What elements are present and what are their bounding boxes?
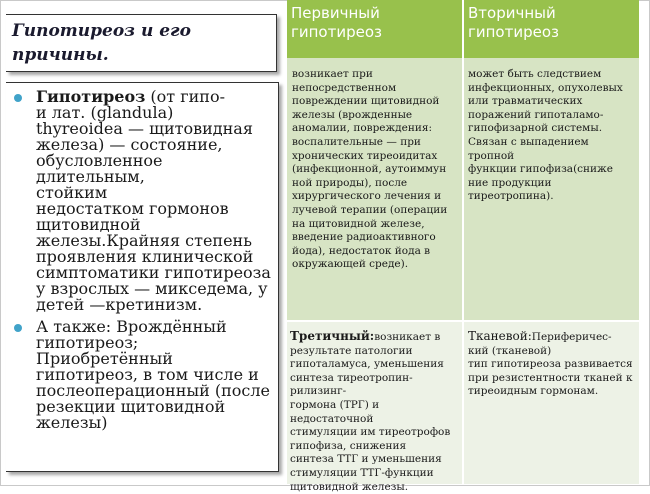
- definition-term: Гипотиреоз: [36, 87, 146, 106]
- tissue-body: Периферичес- кий (тканевой) тип гипотиреоза развивается при резистентности тканей к тиреоидным гормонам.: [468, 331, 633, 398]
- header-primary-label: Первичный гипотиреоз: [291, 4, 383, 41]
- title-box: [6, 14, 277, 72]
- types-text: А также: Врождённый гипотиреоз; Приобретённый гипотиреоз, в том числе и послеоперационный (после резекции щитовидной железы): [36, 317, 270, 432]
- bullet-icon: [14, 324, 22, 332]
- cell-tertiary: [290, 330, 460, 494]
- cell-primary: возникает при непосредственном повреждении щитовидной железы (врожденные аномалии, повреждения: воспалительные — при хронических тиреоидитах (инфекционной, аутоиммун ной природы), после хирургического лечения и лучевой терапии (операции на щитовидной железе, введение радиоактивного йода), недостаток йода в окружающей среде).: [292, 68, 448, 271]
- tertiary-heading: Третичный:: [290, 329, 375, 343]
- hypothyroidism-types-table: [287, 0, 639, 493]
- cell-secondary: может быть следствием инфекционных, опухолевых или травматических поражений гипоталамо- гипофизарной системы. Связан с выпадением тропной функции гипофиза(сниже ние продукции тиреотропина).: [468, 68, 623, 203]
- header-secondary-label: Вторичный гипотиреоз: [468, 4, 560, 41]
- definition-box: [6, 82, 279, 472]
- slide-title: Гипотиреоз и его причины.: [12, 21, 191, 65]
- cell-tissue: [468, 330, 636, 399]
- header-primary: [287, 0, 462, 58]
- definition-text: [36, 89, 272, 313]
- header-secondary: [464, 0, 639, 58]
- column-divider: [462, 0, 464, 484]
- tertiary-body: возникает в результате патологии гипоталамуса, уменьшения синтеза тиреотропин-рилизинг- гормона (ТРГ) и недостаточной стимуляции им тиреотрофов гипофиза, снижения синтеза ТТГ и уменьшения стимуляции ТТГ-функции щитовидной железы.: [290, 331, 451, 493]
- bullet-icon: [14, 94, 22, 102]
- definition-body: (от гипо- и лат. (glandula) thyreoidea — щитовидная железа) — состояние, обусловленное длительным, стойким недостатком гормонов щитовидной железы.Крайняя степень проявления клинической симптоматики гипотиреоза у взрослых — микседема, у детей —кретинизм.: [36, 87, 271, 314]
- tissue-heading: Тканевой:: [468, 329, 532, 343]
- row-divider: [287, 320, 639, 322]
